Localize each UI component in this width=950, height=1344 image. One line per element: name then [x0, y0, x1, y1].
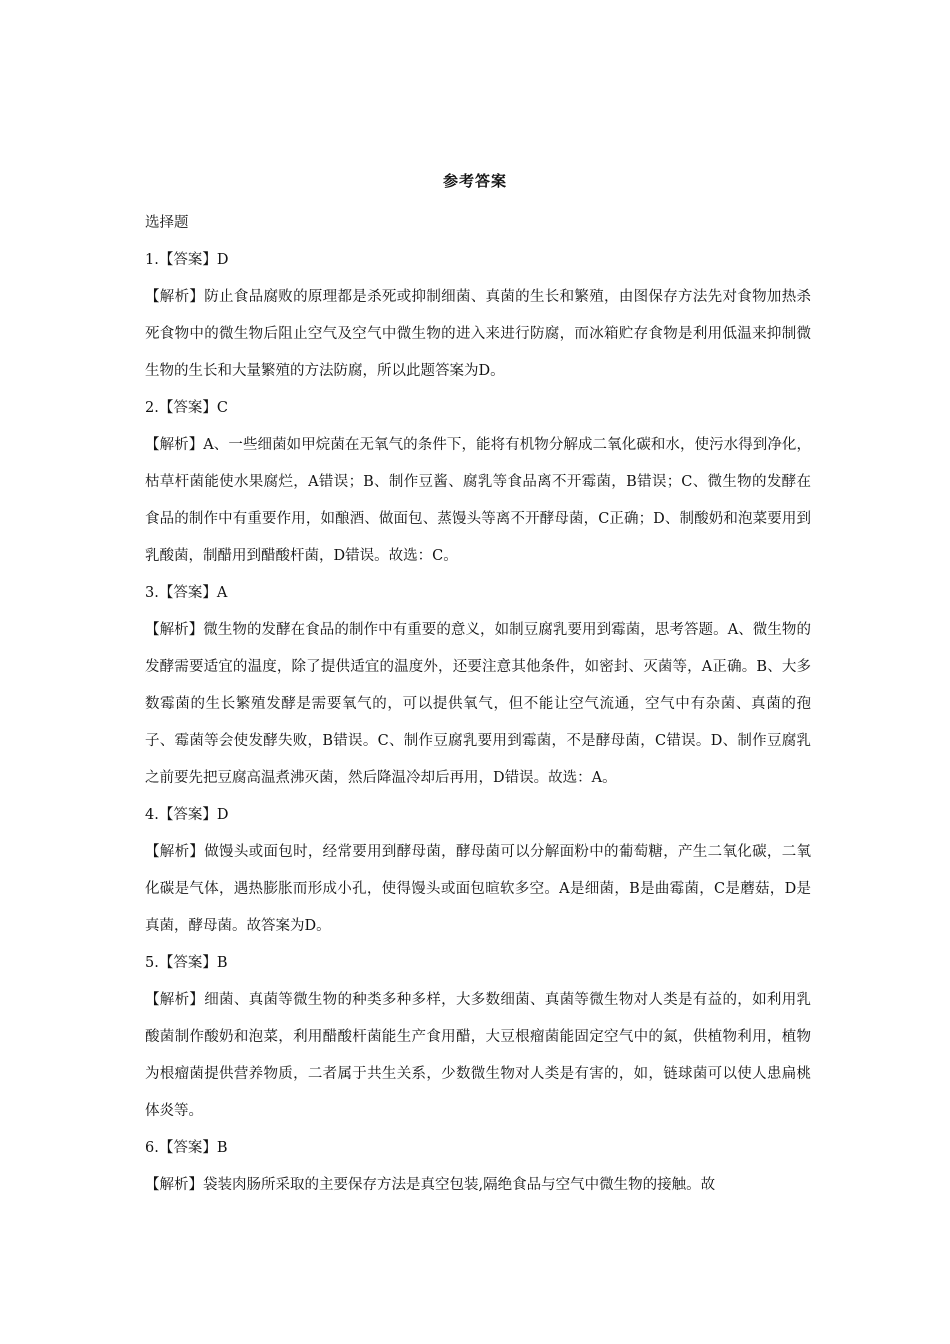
analysis-6: 【解析】袋装肉肠所采取的主要保存方法是真空包装,隔绝食品与空气中微生物的接触。故	[145, 1177, 716, 1193]
answer-line-4: 4.【答案】D	[145, 807, 229, 823]
analysis-5: 【解析】细菌、真菌等微生物的种类多种多样，大多数细菌、真菌等微生物对人类是有益的，如利用乳酸菌制作酸奶和泡菜，利用醋酸杆菌能生产食用醋，大豆根瘤菌能固定空气中的氮，供植物利用，植物为根瘤菌提供营养物质，二者属于共生关系，少数微生物对人类是有害的，如，链球菌可以使人患扁桃体炎等。	[145, 992, 811, 1119]
answer-line-6: 6.【答案】B	[145, 1140, 228, 1156]
analysis-1: 【解析】防止食品腐败的原理都是杀死或抑制细菌、真菌的生长和繁殖，由图保存方法先对食物加热杀死食物中的微生物后阻止空气及空气中微生物的进入来进行防腐，而冰箱贮存食物是利用低温来抑制微生物的生长和大量繁殖的方法防腐，所以此题答案为D。	[145, 289, 811, 379]
answer-line-5: 5.【答案】B	[145, 955, 228, 971]
answer-line-1: 1.【答案】D	[145, 252, 229, 268]
analysis-2: 【解析】A、一些细菌如甲烷菌在无氧气的条件下，能将有机物分解成二氧化碳和水，使污水得到净化，枯草杆菌能使水果腐烂，A错误；B、制作豆酱、腐乳等食品离不开霉菌，B错误；C、微生物的发酵在食品的制作中有重要作用，如酿酒、做面包、蒸馒头等离不开酵母菌，C正确；D、制酸奶和泡菜要用到乳酸菌，制醋用到醋酸杆菌，D错误。故选：C。	[145, 437, 811, 564]
section-heading: 选择题	[145, 215, 189, 231]
analysis-4: 【解析】做馒头或面包时，经常要用到酵母菌，酵母菌可以分解面粉中的葡萄糖，产生二氧化碳，二氧化碳是气体，遇热膨胀而形成小孔，使得馒头或面包暄软多空。A是细菌，B是曲霉菌，C是蘑菇，D是真菌，酵母菌。故答案为D。	[145, 844, 811, 934]
analysis-3: 【解析】微生物的发酵在食品的制作中有重要的意义，如制豆腐乳要用到霉菌，思考答题。A、微生物的发酵需要适宜的温度，除了提供适宜的温度外，还要注意其他条件，如密封、灭菌等，A正确。B、大多数霉菌的生长繁殖发酵是需要氧气的，可以提供氧气，但不能让空气流通，空气中有杂菌、真菌的孢子、霉菌等会使发酵失败，B错误。C、制作豆腐乳要用到霉菌，不是酵母菌，C错误。D、制作豆腐乳之前要先把豆腐高温煮沸灭菌，然后降温冷却后再用，D错误。故选：A。	[145, 622, 811, 786]
answer-content	[145, 205, 811, 1204]
answer-line-3: 3.【答案】A	[145, 585, 228, 601]
page-title: 参考答案	[442, 172, 507, 190]
answer-line-2: 2.【答案】C	[145, 400, 228, 416]
